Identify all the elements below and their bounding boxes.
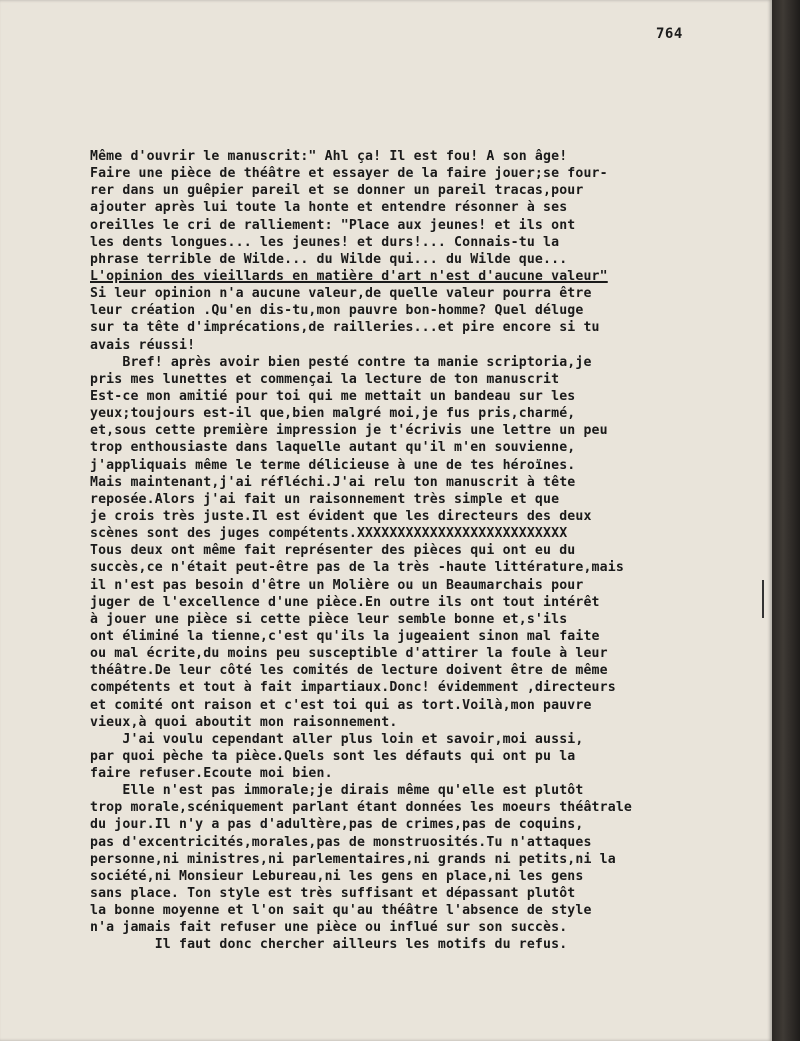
text-line: n'a jamais fait refuser une pièce ou influé sur son succès. (90, 920, 568, 936)
text-line: J'ai voulu cependant aller plus loin et savoir,moi aussi, (90, 731, 584, 747)
text-line: pris mes lunettes et commençai la lecture de ton manuscrit (90, 371, 560, 387)
text-line: Est-ce mon amitié pour toi qui me mettait un bandeau sur les (90, 388, 576, 404)
text-line: ou mal écrite,du moins peu susceptible d'attirer la foule à leur (90, 646, 608, 662)
text-line: phrase terrible de Wilde... du Wilde qui... du Wilde que... (90, 251, 568, 267)
text-line: je crois très juste.Il est évident que les directeurs des deux (90, 508, 592, 524)
text-line: leur création .Qu'en dis-tu,mon pauvre bon-homme? Quel déluge (90, 303, 584, 319)
text-line: Si leur opinion n'a aucune valeur,de quelle valeur pourra être (90, 286, 592, 302)
text-line: faire refuser.Ecoute moi bien. (90, 766, 333, 782)
text-line: Même d'ouvrir le manuscrit:" Ahl ça! Il est fou! A son âge! (90, 149, 568, 164)
text-line: sur ta tête d'imprécations,de railleries...et pire encore si tu (90, 320, 600, 336)
text-line: rer dans un guêpier pareil et se donner un pareil tracas,pour (90, 183, 584, 199)
text-line: il n'est pas besoin d'être un Molière ou un Beaumarchais pour (90, 577, 584, 593)
text-line: par quoi pèche ta pièce.Quels sont les défauts qui ont pu la (90, 748, 576, 764)
scan-right-edge (772, 0, 800, 1041)
text-line: trop enthousiaste dans laquelle autant qu'il m'en souvienne, (90, 440, 576, 456)
page-number: 764 (656, 26, 683, 42)
text-line: vieux,à quoi aboutit mon raisonnement. (90, 714, 398, 730)
typewritten-text (90, 148, 762, 954)
text-line: Il faut donc chercher ailleurs les motifs du refus. (90, 937, 568, 953)
text-line: reposée.Alors j'ai fait un raisonnement très simple et que (90, 491, 560, 507)
text-line: oreilles le cri de ralliement: "Place aux jeunes! et ils ont (90, 217, 576, 233)
text-line: à jouer une pièce si cette pièce leur semble bonne et,s'ils (90, 611, 568, 627)
text-line: du jour.Il n'y a pas d'adultère,pas de crimes,pas de coquins, (90, 817, 584, 833)
text-line: compétents et tout à fait impartiaux.Donc! évidemment ,directeurs (90, 680, 616, 696)
text-line: personne,ni ministres,ni parlementaires,ni grands ni petits,ni la (90, 851, 616, 867)
text-line: Elle n'est pas immorale;je dirais même qu'elle est plutôt (90, 783, 584, 799)
text-line: Tous deux ont même fait représenter des pièces qui ont eu du (90, 543, 576, 559)
text-line: et comité ont raison et c'est toi qui as tort.Voilà,mon pauvre (90, 697, 592, 713)
text-line: j'appliquais même le terme délicieuse à une de tes héroïnes. (90, 457, 576, 473)
text-line: avais réussi! (90, 337, 196, 353)
text-line: trop morale,scéniquement parlant étant données les moeurs théâtrale (90, 800, 632, 816)
underlined-quote-line: L'opinion des vieillards en matière d'art n'est d'aucune valeur" (90, 268, 608, 284)
text-line: la bonne moyenne et l'on sait qu'au théâtre l'absence de style (90, 903, 592, 919)
text-line: ajouter après lui toute la honte et entendre résonner à ses (90, 200, 568, 216)
text-line: et,sous cette première impression je t'écrivis une lettre un peu (90, 423, 608, 439)
text-line: théâtre.De leur côté les comités de lecture doivent être de même (90, 663, 608, 679)
text-line: pas d'excentricités,morales,pas de monstruosités.Tu n'attaques (90, 834, 592, 850)
text-line: sans place. Ton style est très suffisant et dépassant plutôt (90, 886, 576, 902)
text-line: juger de l'excellence d'une pièce.En outre ils ont tout intérêt (90, 594, 600, 610)
text-line: scènes sont des juges compétents.XXXXXXXXXXXXXXXXXXXXXXXXXX (90, 526, 568, 542)
text-line: Bref! après avoir bien pesté contre ta manie scriptoria,je (90, 354, 592, 370)
text-line: Mais maintenant,j'ai réfléchi.J'ai relu ton manuscrit à tête (90, 474, 576, 490)
text-line: les dents longues... les jeunes! et durs!... Connais-tu la (90, 234, 560, 250)
text-line: Faire une pièce de théâtre et essayer de la faire jouer;se four- (90, 166, 608, 182)
text-line: ont éliminé la tienne,c'est qu'ils la jugeaient sinon mal faite (90, 628, 600, 644)
margin-mark (762, 580, 764, 618)
text-line: succès,ce n'était peut-être pas de la très -haute littérature,mais (90, 560, 624, 576)
text-line: société,ni Monsieur Lebureau,ni les gens en place,ni les gens (90, 868, 584, 884)
text-line: yeux;toujours est-il que,bien malgré moi,je fus pris,charmé, (90, 406, 576, 422)
